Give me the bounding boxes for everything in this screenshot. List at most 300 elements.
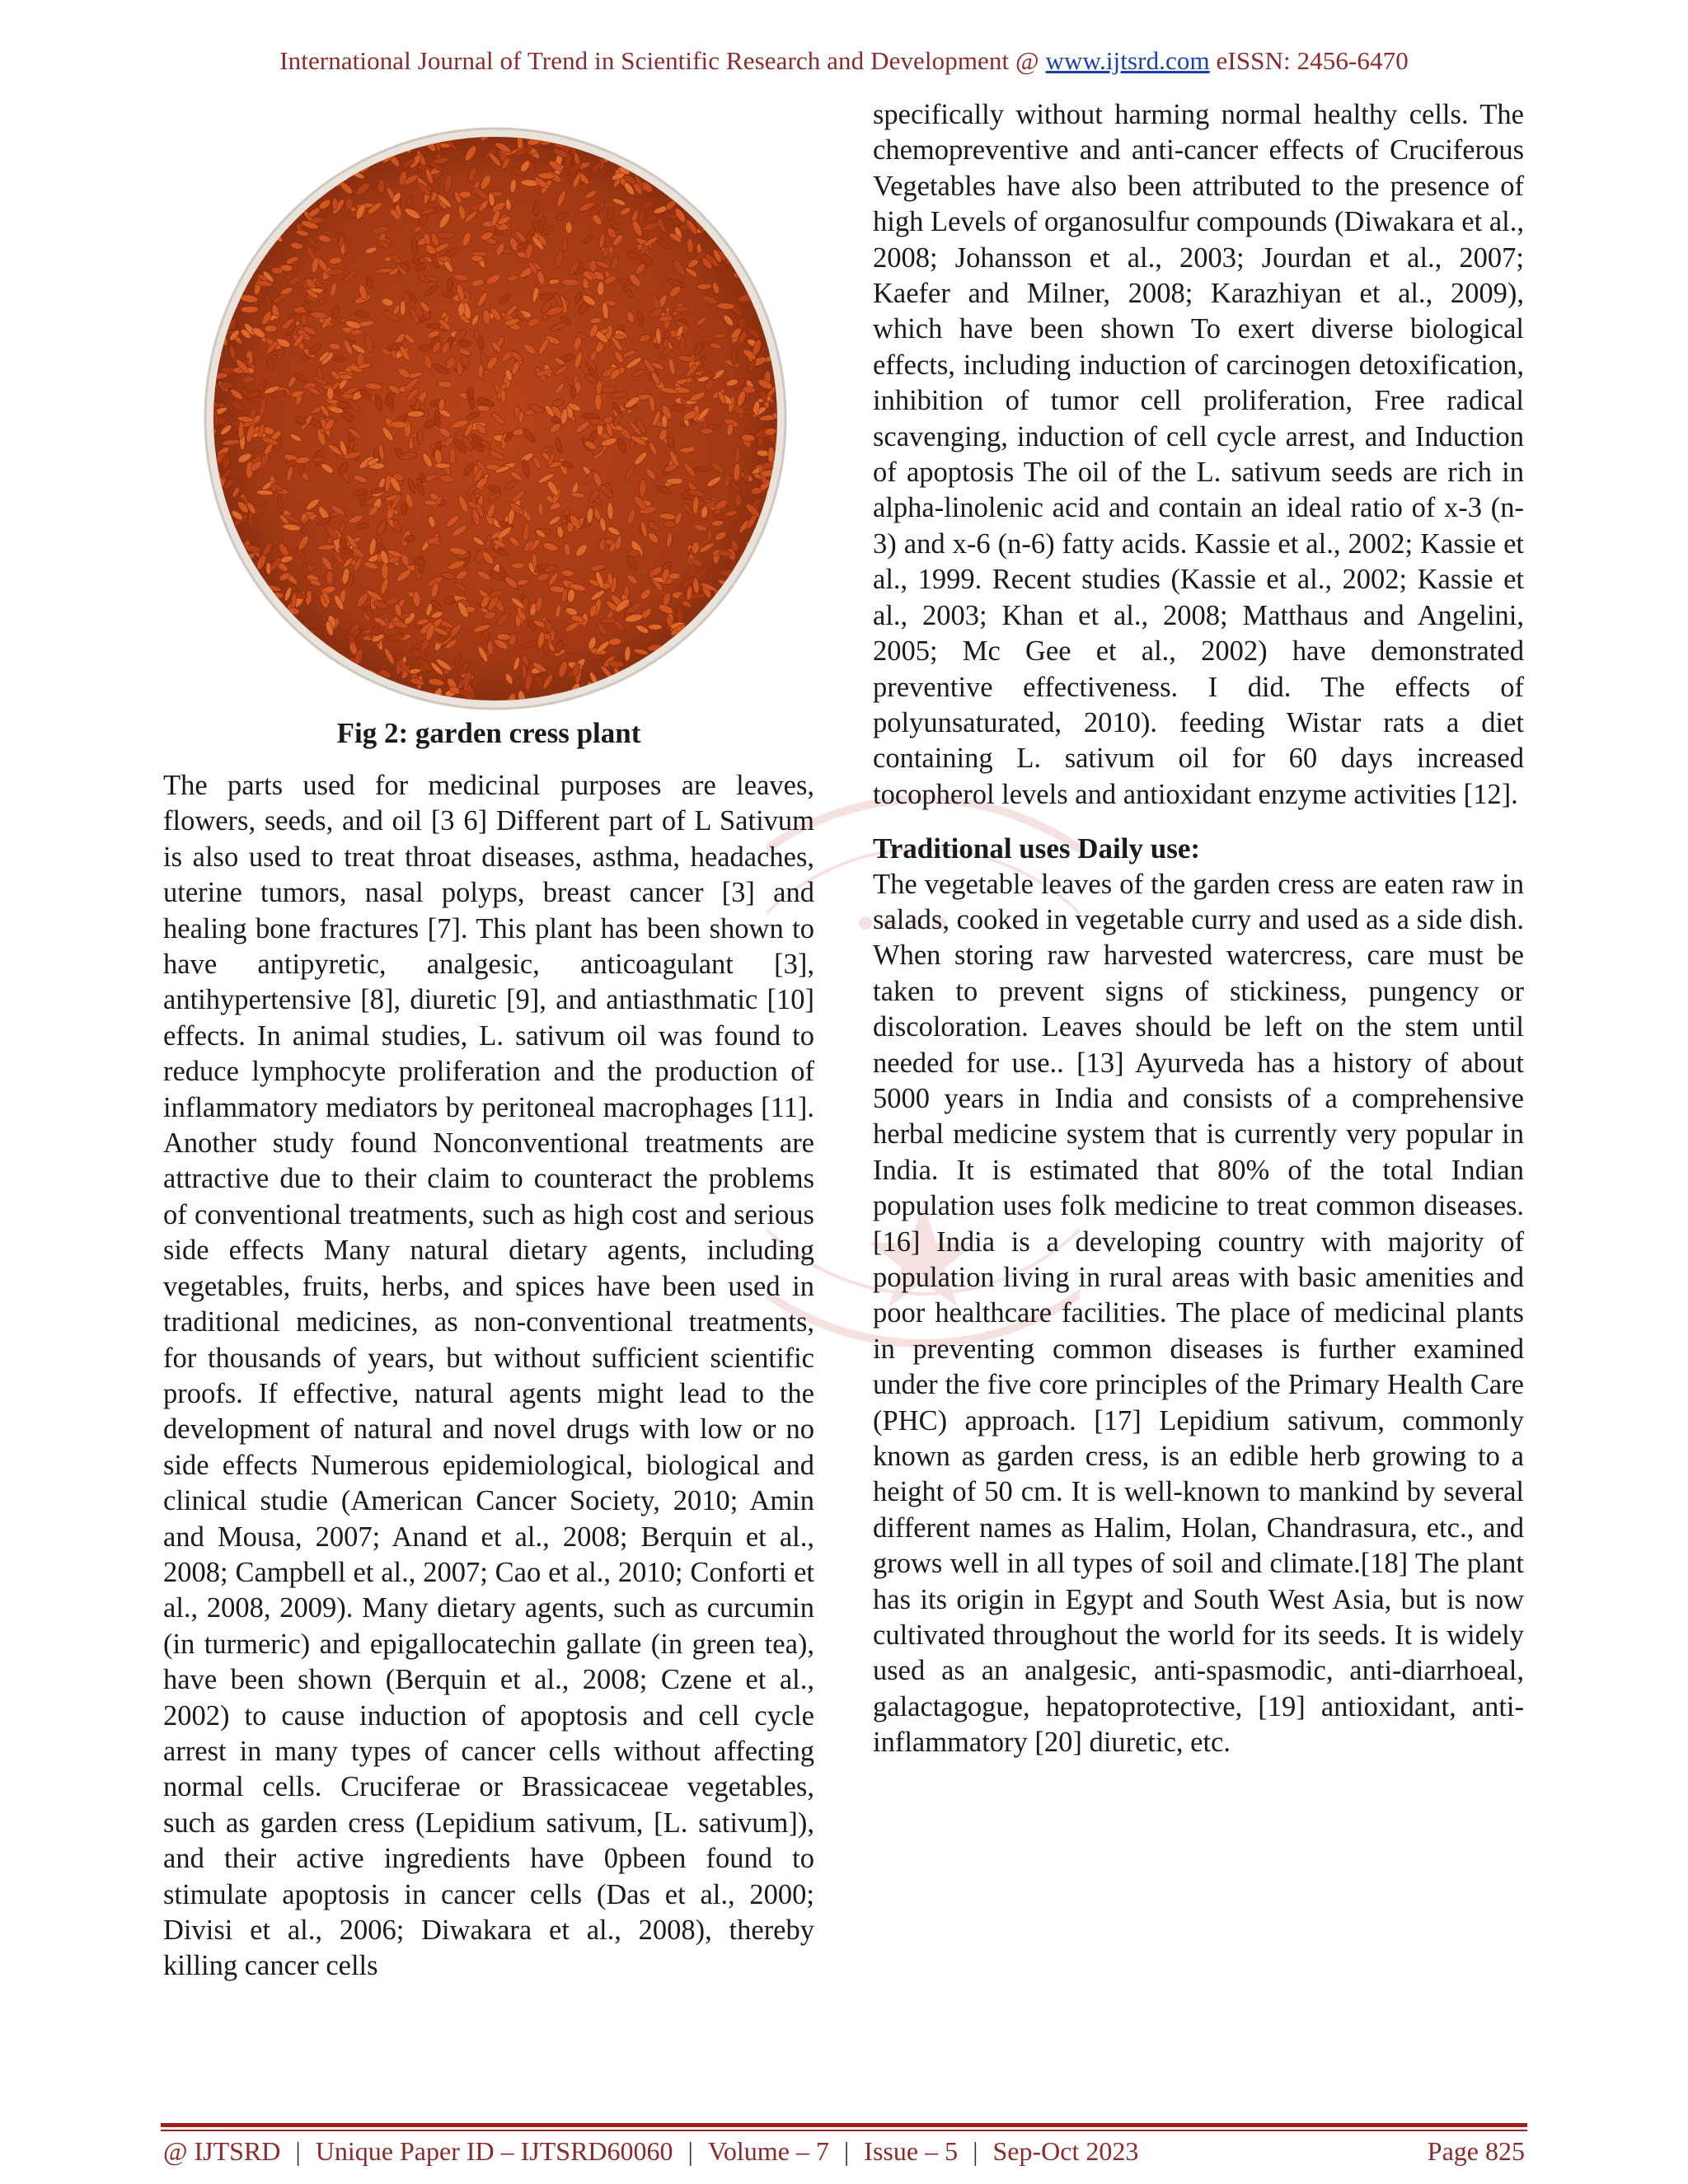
seed bbox=[666, 478, 683, 485]
seed bbox=[203, 512, 220, 522]
seed bbox=[762, 211, 777, 224]
seed bbox=[757, 562, 770, 576]
seed bbox=[728, 604, 736, 622]
seed bbox=[654, 157, 664, 173]
seed bbox=[227, 234, 240, 245]
seed bbox=[213, 585, 227, 594]
seed bbox=[257, 621, 270, 635]
seed bbox=[752, 264, 758, 278]
seed bbox=[680, 671, 698, 680]
seed bbox=[217, 152, 232, 161]
seed bbox=[731, 348, 738, 366]
seed bbox=[757, 661, 771, 670]
seed bbox=[218, 164, 227, 180]
seed bbox=[656, 146, 670, 158]
seed bbox=[757, 628, 771, 640]
seed bbox=[214, 293, 227, 308]
seed bbox=[763, 538, 781, 549]
seed bbox=[226, 266, 243, 278]
seed bbox=[771, 538, 782, 554]
seed bbox=[223, 211, 230, 223]
seed bbox=[242, 203, 256, 213]
seed bbox=[677, 163, 691, 176]
seed bbox=[748, 612, 764, 620]
seed bbox=[764, 282, 776, 300]
seed bbox=[360, 130, 377, 143]
seed bbox=[261, 207, 275, 219]
journal-url-link[interactable]: www.ijtsrd.com bbox=[1045, 46, 1210, 75]
seed bbox=[683, 133, 701, 140]
seed bbox=[685, 137, 696, 153]
seed bbox=[671, 143, 688, 157]
seed bbox=[743, 575, 759, 583]
seed bbox=[322, 151, 336, 166]
seed bbox=[734, 204, 740, 218]
seed bbox=[743, 575, 757, 583]
seed bbox=[314, 661, 331, 673]
seed bbox=[675, 665, 682, 678]
seed bbox=[218, 170, 233, 178]
seed bbox=[621, 687, 630, 701]
seed bbox=[727, 179, 741, 193]
seed bbox=[210, 286, 219, 302]
seed bbox=[738, 146, 752, 157]
seed bbox=[218, 635, 233, 649]
seed bbox=[204, 202, 216, 218]
seed bbox=[304, 179, 319, 188]
seed bbox=[736, 189, 748, 197]
seed bbox=[254, 164, 265, 183]
seed bbox=[218, 172, 231, 180]
seed bbox=[715, 614, 732, 624]
seed bbox=[250, 662, 268, 677]
seed bbox=[743, 598, 761, 615]
seed bbox=[762, 669, 769, 686]
seed bbox=[692, 662, 708, 677]
body-paragraph: specifically without harming normal healthy cells. The chemopreventive and anti-cancer effects of Cruciferous Vegetables have also been attributed to the presence of high Levels of organosulfur compounds (Diwakara et al., 2008; Johansson et al., 2003; Jourdan et al., 2007; Kaefer and Milner, 2008; Karazhiyan et al., 2009), which have been shown To exert diverse biological effects, including induction of carcinogen detoxification, inhibition of tumor cell proliferation, Free radical scavenging, induction of cell cycle arrest, and Induction of apoptosis The oil of the L. sativum seeds are rich in alpha-linolenic acid and contain an ideal ratio of x-3 (n-3) and x-6 (n-6) fatty acids. Kassie et al., 2002; Kassie et al., 1999. Recent studies (Kassie et al., 2002; Kassie et al., 2003; Khan et al., 2008; Matthaus and Angelini, 2005; Mc Gee et al., 2002) have demonstrated preventive effectiveness. I did. The effects of polyunsaturated, 2010). feeding Wistar rats a diet containing L. sativum oil for 60 days increased tocopherol levels and antioxidant enzyme activities [12]. bbox=[873, 99, 1524, 810]
seed bbox=[286, 653, 298, 668]
seed bbox=[729, 588, 745, 607]
seed bbox=[762, 260, 775, 275]
seed bbox=[379, 133, 394, 144]
seed bbox=[594, 393, 602, 411]
seed bbox=[348, 676, 364, 691]
seed bbox=[722, 674, 732, 688]
seed bbox=[301, 313, 307, 326]
seed bbox=[729, 673, 738, 691]
seed bbox=[756, 219, 771, 232]
seed bbox=[774, 689, 787, 705]
seed bbox=[662, 415, 668, 428]
seed bbox=[265, 325, 277, 332]
seed bbox=[243, 218, 259, 233]
seed bbox=[237, 185, 254, 199]
seed bbox=[246, 631, 259, 639]
seed bbox=[213, 258, 223, 274]
seed bbox=[306, 135, 321, 146]
seed bbox=[209, 252, 223, 261]
seed bbox=[272, 644, 285, 658]
seed bbox=[738, 243, 756, 256]
seed bbox=[225, 569, 237, 583]
seed bbox=[625, 138, 643, 155]
seed bbox=[300, 651, 309, 668]
seed bbox=[271, 672, 279, 685]
page-footer bbox=[163, 2136, 1525, 2167]
seed bbox=[320, 674, 334, 687]
seed bbox=[762, 556, 776, 569]
seed bbox=[737, 143, 753, 154]
seed bbox=[260, 681, 269, 697]
seed bbox=[217, 672, 231, 687]
footer-separator: | bbox=[295, 2136, 301, 2166]
seed bbox=[750, 187, 766, 203]
seed bbox=[748, 678, 765, 691]
seed bbox=[774, 591, 787, 608]
seed bbox=[740, 157, 748, 172]
seed bbox=[728, 612, 742, 627]
seed bbox=[245, 600, 260, 614]
seed bbox=[250, 166, 267, 178]
seed bbox=[231, 620, 248, 630]
seed bbox=[206, 138, 218, 151]
seed bbox=[754, 185, 765, 199]
seed bbox=[657, 659, 673, 670]
seed bbox=[293, 672, 307, 687]
seed bbox=[211, 232, 218, 246]
seed bbox=[570, 386, 576, 398]
seed bbox=[724, 646, 741, 655]
seed bbox=[435, 463, 451, 469]
seed bbox=[712, 137, 727, 152]
seed bbox=[229, 666, 243, 676]
seed bbox=[253, 189, 265, 207]
seed bbox=[211, 644, 224, 652]
seed bbox=[260, 189, 276, 203]
seed bbox=[209, 269, 227, 282]
seed bbox=[533, 202, 539, 216]
seed bbox=[762, 275, 770, 292]
figure-garden-cress bbox=[185, 122, 806, 715]
seed bbox=[223, 674, 237, 687]
seed bbox=[209, 563, 221, 579]
seed bbox=[216, 651, 230, 663]
seed bbox=[724, 157, 738, 164]
seed bbox=[682, 174, 696, 182]
seed bbox=[250, 218, 262, 236]
seed bbox=[716, 621, 734, 629]
seed bbox=[208, 616, 216, 632]
seed bbox=[712, 617, 727, 627]
seed bbox=[562, 237, 568, 253]
seed bbox=[232, 229, 246, 246]
seed bbox=[735, 666, 748, 679]
seed bbox=[277, 643, 288, 660]
seed bbox=[231, 597, 247, 607]
footer-rule bbox=[161, 2123, 1527, 2127]
seed bbox=[657, 670, 669, 682]
seed bbox=[257, 688, 270, 701]
seed bbox=[296, 681, 307, 699]
seed bbox=[330, 689, 344, 707]
seed bbox=[758, 685, 775, 701]
footer-volume: Volume – 7 bbox=[707, 2136, 829, 2166]
seed bbox=[204, 543, 217, 558]
left-column bbox=[163, 768, 814, 1985]
seed bbox=[237, 204, 254, 213]
seed bbox=[720, 157, 734, 164]
seed bbox=[701, 679, 710, 695]
seed bbox=[772, 223, 790, 237]
seed bbox=[691, 192, 703, 204]
seed bbox=[643, 671, 660, 687]
footer-rule-thin bbox=[161, 2130, 1527, 2131]
seed bbox=[315, 674, 326, 691]
footer-date: Sep-Oct 2023 bbox=[992, 2136, 1139, 2166]
seed bbox=[715, 176, 730, 191]
seed bbox=[247, 681, 263, 692]
seed bbox=[743, 609, 759, 625]
seed bbox=[662, 693, 676, 709]
seed bbox=[748, 663, 765, 674]
footer-separator: | bbox=[687, 2136, 693, 2166]
seed bbox=[722, 160, 736, 174]
seed bbox=[717, 183, 725, 198]
seed bbox=[692, 157, 707, 173]
seed bbox=[344, 686, 357, 703]
seed bbox=[275, 646, 286, 661]
seed bbox=[707, 141, 720, 155]
seed bbox=[765, 254, 773, 269]
seed bbox=[204, 504, 217, 513]
seed bbox=[203, 599, 220, 607]
seed bbox=[225, 556, 242, 569]
body-paragraph: The parts used for medicinal purposes are leaves, flowers, seeds, and oil [3 6] Different part of L Sativum is also used to treat throat diseases, asthma, headaches, uterine tumors, nasal polyps, breast cancer [3] and healing bone fractures [7]. This plant has been shown to have antipyretic, analgesic, anticoagulant [3], antihypertensive [8], diuretic [9], and antiasthmatic [10] effects. In animal studies, L. sativum oil was found to reduce lymphocyte proliferation and the production of inflammatory mediators by peritoneal macrophages [11]. Another study found Nonconventional treatments are attractive due to their claim to counteract the problems of conventional treatments, such as high cost and serious side effects Many natural dietary agents, including vegetables, fruits, herbs, and spices have been used in traditional medicines, as non-conventional treatments, for thousands of years, but without sufficient scientific proofs. If effective, natural agents might lead to the development of natural and novel drugs with low or no side effects Numerous epidemiological, biological and clinical studie (American Cancer Society, 2010; Amin and Mousa, 2007; Anand et al., 2008; Berquin et al., 2008; Campbell et al., 2007; Cao et al., 2010; Conforti et al., 2008, 2009). Many dietary agents, such as curcumin (in turmeric) and epigallocatechin gallate (in green tea), have been shown (Berquin et al., 2008; Czene et al., 2002) to cause induction of apoptosis and cell cycle arrest in many types of cancer cells without affecting normal cells. Cruciferae or Brassicaceae vegetables, such as garden cress (Lepidium sativum, [L. sativum]), and their active ingredients have 0pbeen found to stimulate apoptosis in cancer cells (Das et al., 2000; Divisi et al., 2006; Diwakara et al., 2008), thereby killing cancer cells bbox=[163, 770, 814, 1982]
seed bbox=[290, 176, 298, 190]
seed bbox=[721, 664, 738, 671]
seed bbox=[247, 227, 260, 237]
seed bbox=[303, 180, 318, 188]
seed bbox=[279, 188, 293, 198]
issn: eISSN: 2456-6470 bbox=[1209, 46, 1409, 75]
running-header bbox=[0, 46, 1688, 76]
footer-meta bbox=[163, 2136, 1138, 2167]
seed bbox=[684, 687, 692, 701]
seed bbox=[349, 691, 355, 708]
seed bbox=[251, 642, 258, 657]
seed bbox=[762, 578, 776, 595]
seed bbox=[225, 129, 235, 145]
seed bbox=[748, 619, 754, 631]
seed bbox=[312, 657, 320, 673]
seed bbox=[308, 143, 324, 162]
seed bbox=[332, 198, 338, 210]
page-number: Page 825 bbox=[1427, 2136, 1525, 2166]
seed bbox=[724, 608, 741, 621]
seed bbox=[702, 643, 719, 658]
seed bbox=[271, 209, 286, 219]
seed bbox=[703, 646, 709, 660]
seed bbox=[229, 561, 242, 573]
seed bbox=[665, 676, 678, 694]
seed bbox=[308, 672, 323, 682]
seed bbox=[715, 640, 725, 653]
seed bbox=[700, 691, 708, 708]
body-paragraph: The vegetable leaves of the garden cress are eaten raw in salads, cooked in vegetable curry and used as a side dish. When storing raw harvested watercress, care must be taken to prevent signs of stickiness, pungency or discoloration. Leaves should be left on the stem until needed for use.. [13] Ayurveda has a history of about 5000 years in India and consists of a comprehensive herbal medicine system that is currently very popular in India. It is estimated that 80% of the total Indian population uses folk medicine to treat common diseases.[16] India is a developing country with majority of population living in rural areas with basic amenities and poor healthcare facilities. The place of medicinal plants in preventing common diseases is further examined under the five core principles of the Primary Health Care (PHC) approach. [17] Lepidium sativum, commonly known as garden cress, is an edible herb growing to a height of 50 cm. It is well-known to mankind by several different names as Halim, Holan, Chandrasura, etc., and grows well in all types of soil and climate.[18] The plant has its origin in Egypt and South West Asia, but is now cultivated throughout the world for its seeds. It is widely used as an analgesic, anti-spasmodic, anti-diarrhoeal, galactagogue, hepatoprotective, [19] antioxidant, anti- inflammatory [20] diuretic, etc. bbox=[873, 868, 1524, 1759]
seed bbox=[633, 675, 649, 688]
seed bbox=[336, 675, 352, 681]
seed bbox=[696, 670, 713, 678]
seed bbox=[449, 448, 456, 465]
seed bbox=[738, 135, 753, 148]
seed bbox=[265, 148, 280, 162]
seed bbox=[437, 232, 455, 238]
seed bbox=[648, 155, 663, 162]
seed bbox=[258, 616, 273, 634]
seed bbox=[729, 160, 747, 172]
seed bbox=[345, 143, 355, 162]
seed bbox=[232, 687, 243, 704]
seed bbox=[209, 205, 223, 218]
seed bbox=[237, 167, 248, 186]
seed bbox=[300, 131, 312, 150]
seed bbox=[770, 311, 786, 326]
seed bbox=[232, 627, 248, 633]
seed bbox=[281, 650, 299, 662]
seed bbox=[258, 636, 265, 654]
seed bbox=[762, 462, 775, 469]
seed bbox=[459, 191, 471, 198]
seed bbox=[265, 126, 274, 144]
seed bbox=[256, 634, 268, 649]
seed bbox=[265, 656, 279, 665]
seed bbox=[763, 225, 777, 240]
seed bbox=[732, 590, 741, 602]
seed bbox=[271, 196, 287, 213]
seed bbox=[748, 249, 766, 265]
seed bbox=[229, 577, 239, 590]
seed bbox=[769, 532, 780, 549]
seed bbox=[748, 691, 762, 700]
seed bbox=[718, 551, 731, 557]
seed bbox=[738, 134, 755, 143]
seed bbox=[706, 161, 722, 178]
seed bbox=[438, 255, 450, 261]
section-heading: Traditional uses Daily use: bbox=[873, 832, 1201, 865]
seed bbox=[244, 204, 255, 219]
seed bbox=[265, 156, 278, 165]
seed bbox=[270, 619, 283, 635]
seed bbox=[232, 609, 245, 626]
seed bbox=[755, 236, 771, 245]
seed bbox=[724, 681, 735, 696]
seed bbox=[760, 163, 774, 177]
seed bbox=[334, 678, 345, 695]
seed bbox=[757, 653, 765, 668]
seed bbox=[219, 546, 237, 555]
seed bbox=[762, 156, 777, 171]
seed bbox=[745, 598, 762, 608]
seed bbox=[255, 659, 262, 672]
seed bbox=[729, 151, 747, 157]
seed bbox=[306, 146, 321, 155]
seed bbox=[768, 191, 776, 209]
seed bbox=[218, 687, 227, 701]
seed bbox=[645, 668, 654, 682]
journal-name: International Journal of Trend in Scientific Research and Development @ bbox=[279, 46, 1046, 75]
seed bbox=[642, 133, 654, 151]
seed bbox=[663, 521, 676, 528]
seed bbox=[716, 174, 733, 189]
seed bbox=[209, 620, 227, 635]
seed bbox=[758, 180, 773, 197]
seed bbox=[335, 675, 353, 687]
seed bbox=[334, 357, 345, 363]
seed bbox=[716, 202, 731, 214]
seed bbox=[258, 664, 267, 677]
seed bbox=[757, 672, 772, 688]
seed bbox=[240, 129, 246, 143]
seed bbox=[734, 237, 739, 249]
seed bbox=[645, 145, 653, 158]
seed bbox=[292, 261, 298, 273]
seed bbox=[743, 143, 760, 150]
seed bbox=[765, 588, 776, 602]
seed bbox=[279, 172, 290, 185]
seed bbox=[278, 170, 291, 184]
seed bbox=[743, 218, 753, 231]
seed bbox=[232, 569, 246, 588]
seed bbox=[240, 607, 254, 621]
seed bbox=[712, 146, 729, 153]
seed bbox=[760, 147, 776, 159]
seed bbox=[207, 662, 222, 674]
seed bbox=[320, 671, 333, 683]
footer-paper-id: Unique Paper ID – IJTSRD60060 bbox=[315, 2136, 673, 2166]
seed bbox=[229, 599, 241, 615]
seed bbox=[326, 570, 333, 583]
seed bbox=[324, 663, 335, 680]
seed bbox=[250, 213, 264, 226]
seed bbox=[679, 178, 687, 191]
seed bbox=[265, 143, 279, 162]
right-column bbox=[873, 97, 1524, 1761]
seed bbox=[667, 137, 684, 147]
seed bbox=[726, 659, 739, 673]
seed bbox=[279, 147, 285, 160]
seed bbox=[276, 654, 284, 668]
seed bbox=[686, 673, 693, 687]
seed bbox=[269, 616, 282, 634]
seed bbox=[706, 616, 717, 631]
seed bbox=[213, 237, 229, 251]
seed bbox=[776, 658, 787, 676]
seed bbox=[697, 658, 710, 677]
seed bbox=[273, 663, 285, 678]
seed bbox=[249, 614, 268, 624]
seed bbox=[284, 143, 293, 161]
seed bbox=[661, 690, 674, 705]
seed bbox=[767, 192, 781, 201]
seed bbox=[270, 640, 283, 646]
seed bbox=[400, 301, 406, 316]
seed bbox=[255, 615, 270, 622]
seed bbox=[706, 130, 722, 147]
seed bbox=[392, 130, 409, 142]
seed bbox=[601, 618, 617, 624]
seed bbox=[648, 624, 662, 630]
seed bbox=[227, 576, 240, 593]
